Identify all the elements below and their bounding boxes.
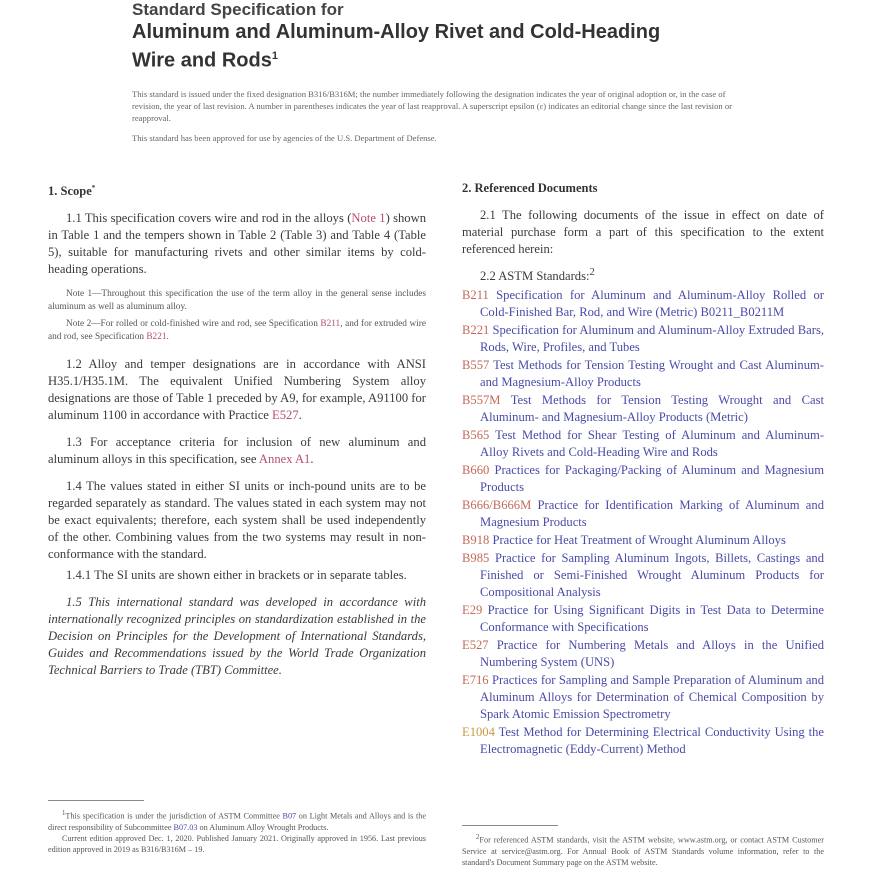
note-1: Note 1—Throughout this specification the use of the term alloy in the general sense includes aluminum as well as aluminum alloy.	[48, 289, 426, 313]
reference-title-link[interactable]: Test Method for Determining Electrical Conductivity Using the Electromagnetic (Eddy-Current) Method	[480, 725, 824, 757]
reference-item	[462, 672, 824, 723]
footnote-1-marker: 1	[62, 810, 66, 817]
designation-note: This standard is issued under the fixed designation B316/B316M; the number immediately following the designation indicates the year of original adoption or, in the case of revision, the year of last revision. A number in parentheses indicates the year of last reapproval. A superscript epsilon (ε) indicates an editorial change since the last revision or reapproval.	[132, 89, 732, 123]
referenced-standards-list	[462, 287, 824, 758]
reference-item	[462, 497, 824, 531]
note-2-text-c: .	[166, 332, 169, 343]
reference-code-link[interactable]: B666/B666M	[462, 498, 532, 513]
reference-title-link[interactable]: Test Methods for Tension Testing Wrought and Cast Aluminum- and Magnesium-Alloy Products	[480, 358, 824, 390]
reference-code-link[interactable]: E1004	[462, 725, 495, 740]
para-1-3-text-b: .	[310, 452, 314, 467]
reference-title-link[interactable]: Test Method for Shear Testing of Aluminum and Aluminum-Alloy Rivets and Cold-Heading Wire and Rods	[480, 428, 824, 460]
reference-title-link[interactable]: Practices for Sampling and Sample Preparation of Aluminum and Aluminum Alloys for Determination of Chemical Composition by Spark Atomic Emission Spectrometry	[480, 673, 824, 722]
para-1-1-text-b: ) shown in Table 1 and the tempers shown in Table 2 (Table 3) and Table 4 (Table 5), suitable for manufacturing rivets and other similar items by cold-heading operations.	[48, 211, 426, 277]
e527-link[interactable]: E527	[272, 408, 299, 423]
b07-03-link[interactable]: B07.03	[173, 822, 198, 832]
para-1-2-text-b: .	[298, 408, 302, 423]
section-1-heading-text: 1. Scope	[48, 184, 92, 199]
reference-title-link[interactable]: Practice for Using Significant Digits in Test Data to Determine Conformance with Specifications	[480, 603, 824, 635]
reference-item	[462, 427, 824, 461]
document-title	[132, 20, 772, 73]
reference-code-link[interactable]: B565	[462, 428, 490, 443]
reference-item	[462, 287, 824, 321]
document-title-block	[132, 0, 772, 73]
title-line-1: Aluminum and Aluminum-Alloy Rivet and Cold-Heading	[132, 21, 661, 43]
para-2-2-sup: 2	[589, 267, 595, 278]
right-column	[462, 176, 824, 759]
reference-item	[462, 392, 824, 426]
reference-title-link[interactable]: Practice for Identification Marking of Aluminum and Magnesium Products	[480, 498, 824, 530]
reference-code-link[interactable]: E29	[462, 603, 483, 618]
para-1-2	[48, 356, 426, 424]
reference-item	[462, 532, 824, 549]
reference-title-link[interactable]: Practice for Sampling Aluminum Ingots, Billets, Castings and Finished or Semi-Finished Wrought Aluminum Products for Compositional Analysis	[480, 551, 824, 600]
b211-link[interactable]: B211	[320, 319, 341, 330]
para-1-3-text-a: 1.3 For acceptance criteria for inclusion of new aluminum and aluminum alloys in this specification, see	[48, 435, 426, 467]
reference-item	[462, 550, 824, 601]
para-1-3	[48, 434, 426, 468]
para-2-2	[462, 264, 824, 285]
section-1-heading-sup: *	[91, 184, 96, 192]
footnote-1-text-a: This specification is under the jurisdiction of ASTM Committee	[65, 811, 283, 821]
reference-code-link[interactable]: B557M	[462, 393, 501, 408]
para-2-2-text: 2.2 ASTM Standards:	[480, 269, 590, 284]
reference-title-link[interactable]: Practice for Heat Treatment of Wrought Aluminum Alloys	[492, 533, 786, 548]
reference-item	[462, 357, 824, 391]
para-1-1-text-a: 1.1 This specification covers wire and rod in the alloys (	[66, 211, 352, 226]
footnote-2-marker: 2	[476, 834, 480, 841]
footnote-2	[462, 832, 824, 868]
note-2-text-a: Note 2—For rolled or cold-finished wire and rod, see Specification	[66, 319, 321, 330]
para-1-4: 1.4 The values stated in either SI units or inch-pound units are to be regarded separately as standard. The values stated in each system may not be exact equivalents; therefore, each system shall be used independently of the other. Combining values from the two systems may result in non-conformance with the standard.	[48, 479, 426, 562]
b221-link[interactable]: B221	[146, 332, 167, 343]
note-2-text-b: , and for extruded wire and rod, see Specification	[48, 319, 426, 343]
reference-code-link[interactable]: B211	[462, 288, 489, 303]
annex-a1-link[interactable]: Annex A1	[258, 452, 311, 467]
title-footnote-marker[interactable]: 1	[271, 50, 278, 62]
reference-title-link[interactable]: Specification for Aluminum and Aluminum-Alloy Extruded Bars, Rods, Wire, Profiles, and Tubes	[480, 323, 824, 355]
reference-code-link[interactable]: B221	[462, 323, 490, 338]
footnote-rule-left	[48, 800, 144, 801]
title-kicker: Standard Specification for	[132, 0, 344, 19]
reference-code-link[interactable]: B918	[462, 533, 490, 548]
left-column	[48, 176, 426, 689]
reference-code-link[interactable]: B660	[462, 463, 490, 478]
reference-item	[462, 322, 824, 356]
title-line-2: Wire and Rods	[132, 49, 272, 72]
b07-link[interactable]: B07	[282, 811, 297, 821]
para-1-2-text-a: 1.2 Alloy and temper designations are in accordance with ANSI H35.1/H35.1M. The equivalent Unified Numbering System alloy designations are those of Table 1 preceded by A9, for example, A91100 for aluminum 1100 in accordance with Practice	[48, 357, 426, 423]
reference-item	[462, 637, 824, 671]
dod-approval-note: This standard has been approved for use by agencies of the U.S. Department of Defense.	[132, 133, 437, 143]
para-1-1	[48, 210, 426, 278]
footnotes-left	[48, 808, 426, 855]
reference-title-link[interactable]: Specification for Aluminum and Aluminum-Alloy Rolled or Cold-Finished Bar, Rod, and Wire (Metric) B0211_B0211M	[480, 288, 824, 320]
footnote-rule-right	[462, 825, 558, 826]
footnote-1-text-b: on Light Metals and Alloys and is the direct responsibility of Subcommittee	[48, 811, 426, 832]
reference-code-link[interactable]: E527	[462, 638, 489, 653]
para-1-5	[48, 594, 426, 679]
para-1-4-1: 1.4.1 The SI units are shown either in brackets or in separate tables.	[66, 568, 407, 583]
para-1-5-text: 1.5 This international standard was developed in accordance with internationally recognized principles on standardization established in the Decision on Principles for the Development of International Standards, Guides and Recommendations issued by the World Trade Organization Technical Barriers to Trade (TBT) Committee.	[48, 595, 426, 678]
reference-code-link[interactable]: B985	[462, 551, 490, 566]
footnote-2-text: For referenced ASTM standards, visit the ASTM website, www.astm.org, or contact ASTM Customer Service at service@astm.org. For Annual Book of ASTM Standards volume information, refer to the standard's Document Summary page on the ASTM website.	[462, 835, 824, 867]
reference-title-link[interactable]: Test Methods for Tension Testing Wrought and Cast Aluminum- and Magnesium-Alloy Products (Metric)	[480, 393, 824, 425]
para-2-1: 2.1 The following documents of the issue in effect on date of material purchase form a part of this specification to the extent referenced herein:	[462, 208, 824, 256]
footnote-1	[48, 808, 426, 833]
note-1-link[interactable]: Note 1	[351, 211, 386, 226]
reference-item	[462, 724, 824, 758]
footnote-1-text-c: on Aluminum Alloy Wrought Products.	[197, 822, 329, 832]
reference-code-link[interactable]: E716	[462, 673, 489, 688]
footnotes-right	[462, 832, 824, 868]
intro-notes	[132, 88, 752, 152]
reference-item	[462, 602, 824, 636]
footnote-1-edition: Current edition approved Dec. 1, 2020. Published January 2021. Originally approved in 1956. Last previous edition approved in 2019 as B316/B316M – 19.	[48, 833, 426, 854]
section-2-heading: 2. Referenced Documents	[462, 181, 598, 195]
section-1-heading	[48, 180, 426, 200]
reference-item	[462, 462, 824, 496]
reference-code-link[interactable]: B557	[462, 358, 490, 373]
reference-title-link[interactable]: Practice for Numbering Metals and Alloys in the Unified Numbering System (UNS)	[480, 638, 824, 670]
note-2	[48, 318, 426, 344]
reference-title-link[interactable]: Practices for Packaging/Packing of Aluminum and Magnesium Products	[480, 463, 824, 495]
